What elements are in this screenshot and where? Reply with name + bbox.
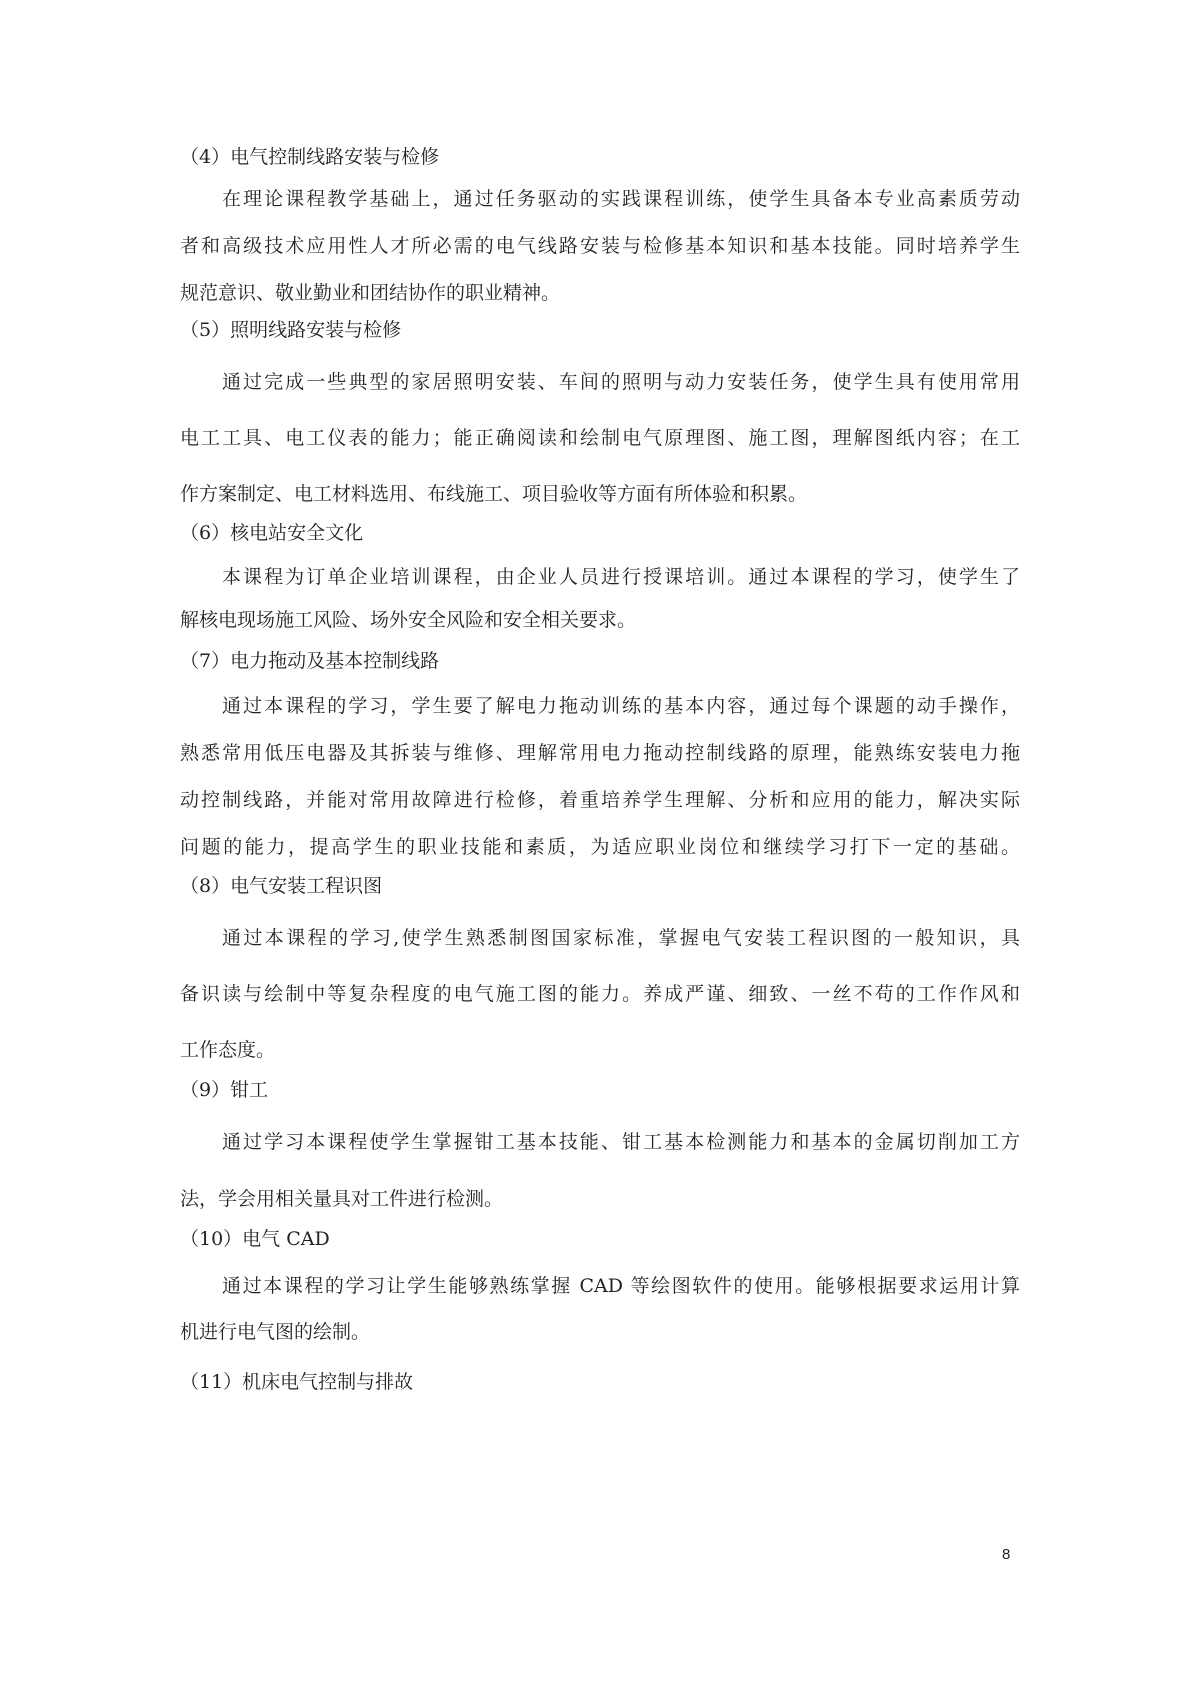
section-heading-4: （4）电气控制线路安装与检修 xyxy=(180,146,440,168)
paragraph-line: 问题的能力，提高学生的职业技能和素质，为适应职业岗位和继续学习打下一定的基础。 xyxy=(180,836,1020,858)
paragraph-line: 通过本课程的学习,使学生熟悉制图国家标准，掌握电气安装工程识图的一般知识，具 xyxy=(222,927,1020,949)
paragraph-line: 规范意识、敬业勤业和团结协作的职业精神。 xyxy=(180,282,561,304)
section-body-4 xyxy=(180,187,1020,307)
section-heading-11: （11）机床电气控制与排故 xyxy=(180,1371,414,1393)
paragraph-line: 机进行电气图的绘制。 xyxy=(180,1321,371,1343)
section-body-8 xyxy=(180,926,1020,1066)
paragraph-line: 在理论课程教学基础上，通过任务驱动的实践课程训练，使学生具备本专业高素质劳动 xyxy=(222,188,1020,210)
section-body-5 xyxy=(180,370,1020,510)
section-heading-6: （6）核电站安全文化 xyxy=(180,522,364,544)
section-heading-10: （10）电气 CAD xyxy=(180,1228,330,1250)
paragraph-line: 动控制线路，并能对常用故障进行检修，着重培养学生理解、分析和应用的能力，解决实际 xyxy=(180,789,1020,811)
paragraph-line: 工作态度。 xyxy=(180,1039,276,1061)
paragraph-line: 电工工具、电工仪表的能力；能正确阅读和绘制电气原理图、施工图，理解图纸内容；在工 xyxy=(180,427,1020,449)
paragraph-line: 者和高级技术应用性人才所必需的电气线路安装与检修基本知识和基本技能。同时培养学生 xyxy=(180,235,1020,257)
paragraph-line: 通过本课程的学习让学生能够熟练掌握 CAD 等绘图软件的使用。能够根据要求运用计算 xyxy=(222,1275,1020,1297)
section-heading-5: （5）照明线路安装与检修 xyxy=(180,319,402,341)
paragraph-line: 通过完成一些典型的家居照明安装、车间的照明与动力安装任务，使学生具有使用常用 xyxy=(222,371,1020,393)
section-heading-8: （8）电气安装工程识图 xyxy=(180,875,383,897)
section-body-10 xyxy=(180,1274,1020,1354)
section-heading-9: （9）钳工 xyxy=(180,1079,269,1101)
paragraph-line: 备识读与绘制中等复杂程度的电气施工图的能力。养成严谨、细致、一丝不苟的工作作风和 xyxy=(180,983,1020,1005)
paragraph-line: 本课程为订单企业培训课程，由企业人员进行授课培训。通过本课程的学习，使学生了 xyxy=(222,566,1020,588)
section-body-9 xyxy=(180,1130,1020,1220)
paragraph-line: 法，学会用相关量具对工件进行检测。 xyxy=(180,1188,504,1210)
section-body-7 xyxy=(180,694,1020,864)
paragraph-line: 解核电现场施工风险、场外安全风险和安全相关要求。 xyxy=(180,609,637,631)
page-number: 8 xyxy=(1002,1546,1011,1563)
section-body-6 xyxy=(180,565,1020,635)
paragraph-line: 熟悉常用低压电器及其拆装与维修、理解常用电力拖动控制线路的原理，能熟练安装电力拖 xyxy=(180,742,1020,764)
paragraph-line: 通过本课程的学习，学生要了解电力拖动训练的基本内容，通过每个课题的动手操作， xyxy=(222,695,1020,717)
paragraph-line: 通过学习本课程使学生掌握钳工基本技能、钳工基本检测能力和基本的金属切削加工方 xyxy=(222,1131,1020,1153)
section-heading-7: （7）电力拖动及基本控制线路 xyxy=(180,650,440,672)
paragraph-line: 作方案制定、电工材料选用、布线施工、项目验收等方面有所体验和积累。 xyxy=(180,483,808,505)
